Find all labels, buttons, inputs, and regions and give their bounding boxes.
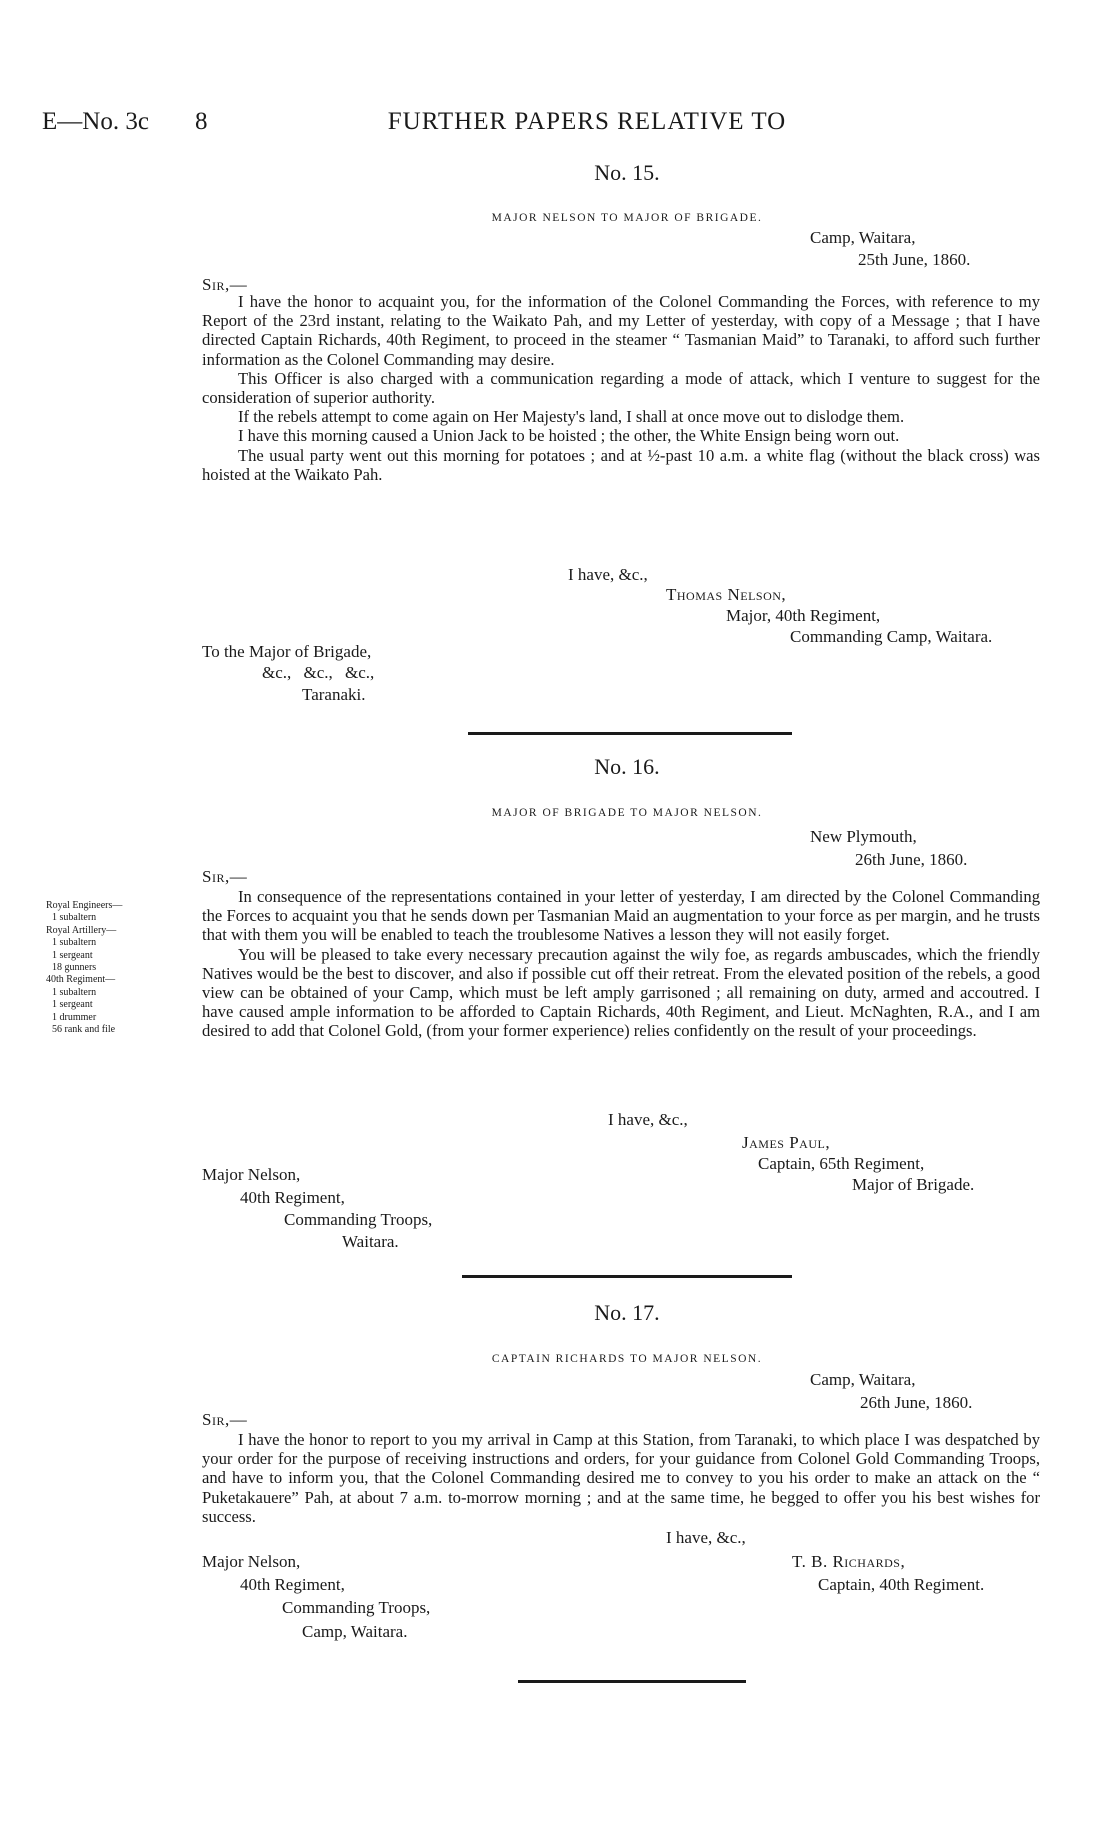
paragraph: In consequence of the representations contained in your letter of yesterday, I am directed by the Colonel Commanding the Forces to acquaint you that he sends down per Tasmanian Maid an augmentation to your force as per margin, and he trusts that with them you will be enabled to teach the troublesome Natives a lesson they will not easily forget. bbox=[202, 887, 1040, 945]
letter-15-body bbox=[202, 292, 1040, 484]
letter-17-salutation: Sir,— bbox=[202, 1410, 248, 1429]
letter-15-rank: Major, 40th Regiment, bbox=[726, 606, 881, 625]
letter-16-date: 26th June, 1860. bbox=[855, 850, 968, 869]
letter-17-date: 26th June, 1860. bbox=[860, 1393, 973, 1412]
margin-note-line: 1 subaltern bbox=[52, 937, 97, 949]
letter-16-address-line: Waitara. bbox=[342, 1232, 399, 1251]
letter-15-address-line: Taranaki. bbox=[302, 685, 366, 704]
letter-16-address-line: 40th Regiment, bbox=[240, 1188, 345, 1207]
letter-16-position: Major of Brigade. bbox=[852, 1175, 975, 1194]
margin-note-line: 1 sergeant bbox=[52, 949, 93, 961]
letter-17-signature: T. B. Richards, bbox=[792, 1552, 906, 1571]
paragraph: This Officer is also charged with a communication regarding a mode of attack, which I venture to suggest for the consideration of superior authority. bbox=[202, 368, 1040, 408]
letter-15-salutation: Sir,— bbox=[202, 275, 248, 294]
margin-note-line: 40th Regiment— bbox=[46, 974, 116, 986]
letter-17-caption: CAPTAIN RICHARDS TO MAJOR NELSON. bbox=[491, 1353, 763, 1365]
letter-17-address-line: Major Nelson, bbox=[202, 1552, 301, 1571]
margin-note-line: 1 subaltern bbox=[52, 912, 97, 924]
margin-note-line: 1 subaltern bbox=[52, 986, 97, 998]
letter-16-closing: I have, &c., bbox=[608, 1110, 688, 1129]
section-divider bbox=[462, 1275, 792, 1278]
margin-note-line: 18 gunners bbox=[52, 962, 97, 974]
margin-note-line: 56 rank and file bbox=[52, 1024, 116, 1036]
paragraph: If the rebels attempt to come again on Her Majesty's land, I shall at once move out to dislodge them. bbox=[238, 407, 905, 427]
paragraph: I have this morning caused a Union Jack to be hoisted ; the other, the White Ensign being worn out. bbox=[238, 426, 900, 446]
letter-17-address-line: Commanding Troops, bbox=[282, 1598, 431, 1617]
letter-16-caption: MAJOR OF BRIGADE TO MAJOR NELSON. bbox=[491, 807, 763, 819]
letter-16-number: No. 16. bbox=[594, 754, 660, 779]
paragraph: The usual party went out this morning for potatoes ; and at ½-past 10 a.m. a white flag (without the black cross) was hoisted at the Waikato Pah. bbox=[202, 445, 1040, 484]
letter-17-address-line: 40th Regiment, bbox=[240, 1575, 345, 1594]
letter-17-rank: Captain, 40th Regiment. bbox=[818, 1575, 985, 1594]
letter-17-address-line: Camp, Waitara. bbox=[302, 1622, 408, 1641]
letter-15-address-line: &c., &c., &c., bbox=[262, 663, 375, 682]
letter-16-address-line: Commanding Troops, bbox=[284, 1210, 433, 1229]
letter-16-body bbox=[202, 887, 1040, 1041]
letter-16-address-line: Major Nelson, bbox=[202, 1165, 301, 1184]
paragraph: I have the honor to acquaint you, for the information of the Colonel Commanding the Forces, with reference to my Report of the 23rd instant, relating to the Waikato Pah, and my Letter of yesterday, with copy of a Message ; that I have directed Captain Richards, 40th Regiment, to proceed in the steamer “ Tasmanian Maid” to Taranaki, to afford such further information as the Colonel Commanding may desire. bbox=[202, 292, 1040, 369]
letter-16-salutation: Sir,— bbox=[202, 867, 248, 886]
margin-note-line: 1 sergeant bbox=[52, 999, 93, 1011]
paragraph: You will be pleased to take every necessary precaution against the wily foe, as regards ambuscades, which the friendly Natives would be the best to discover, and also if possible cut off their retreat. From the elevated position of the rebels, a good view can be obtained of your Camp, which must be left amply garrisoned ; all remaining on duty, armed and accoutred. I have caused ample information to be afforded to Captain Richards, 40th Regiment, and Lieut. McNaghten, R.A., and I am desired to add that Colonel Gold, (from your former experience) relies confidently on the result of your proceedings. bbox=[202, 944, 1040, 1041]
letter-15-signature: Thomas Nelson, bbox=[666, 585, 787, 604]
page-number: 8 bbox=[195, 108, 208, 135]
margin-note-line: Royal Artillery— bbox=[46, 924, 117, 936]
document-reference: E—No. 3c bbox=[42, 108, 149, 135]
section-divider bbox=[518, 1680, 746, 1683]
letter-15-position: Commanding Camp, Waitara. bbox=[790, 627, 993, 646]
letter-15-closing: I have, &c., bbox=[568, 565, 648, 584]
letter-16-place: New Plymouth, bbox=[810, 827, 917, 846]
letter-15-number: No. 15. bbox=[594, 160, 660, 185]
letter-17-closing: I have, &c., bbox=[666, 1528, 746, 1547]
paragraph: I have the honor to report to you my arrival in Camp at this Station, from Taranaki, to which place I was despatched by your order for the purpose of receiving instructions and orders, for your guidance from Colonel Gold Commanding Troops, and have to inform you, that the Colonel Commanding desired me to convey to you his order to make an attack on the “ Puketakauere” Pah, at about 7 a.m. to-morrow morning ; and at the same time, he begged to offer you his best wishes for success. bbox=[202, 1430, 1040, 1526]
letter-17-number: No. 17. bbox=[594, 1300, 660, 1325]
letter-17-body bbox=[202, 1430, 1040, 1526]
letter-17-place: Camp, Waitara, bbox=[810, 1370, 916, 1389]
letter-15-caption: MAJOR NELSON TO MAJOR OF BRIGADE. bbox=[491, 212, 763, 224]
margin-note bbox=[46, 900, 122, 1036]
letter-16-signature: James Paul, bbox=[742, 1133, 831, 1152]
letter-15-date: 25th June, 1860. bbox=[858, 250, 971, 269]
margin-note-line: Royal Engineers— bbox=[46, 900, 123, 911]
page-title: FURTHER PAPERS RELATIVE TO bbox=[387, 108, 787, 135]
letter-15-address-line: To the Major of Brigade, bbox=[202, 642, 372, 661]
letter-16-rank: Captain, 65th Regiment, bbox=[758, 1154, 925, 1173]
margin-note-line: 1 drummer bbox=[52, 1011, 97, 1023]
letter-15-place: Camp, Waitara, bbox=[810, 228, 916, 247]
section-divider bbox=[468, 732, 792, 735]
